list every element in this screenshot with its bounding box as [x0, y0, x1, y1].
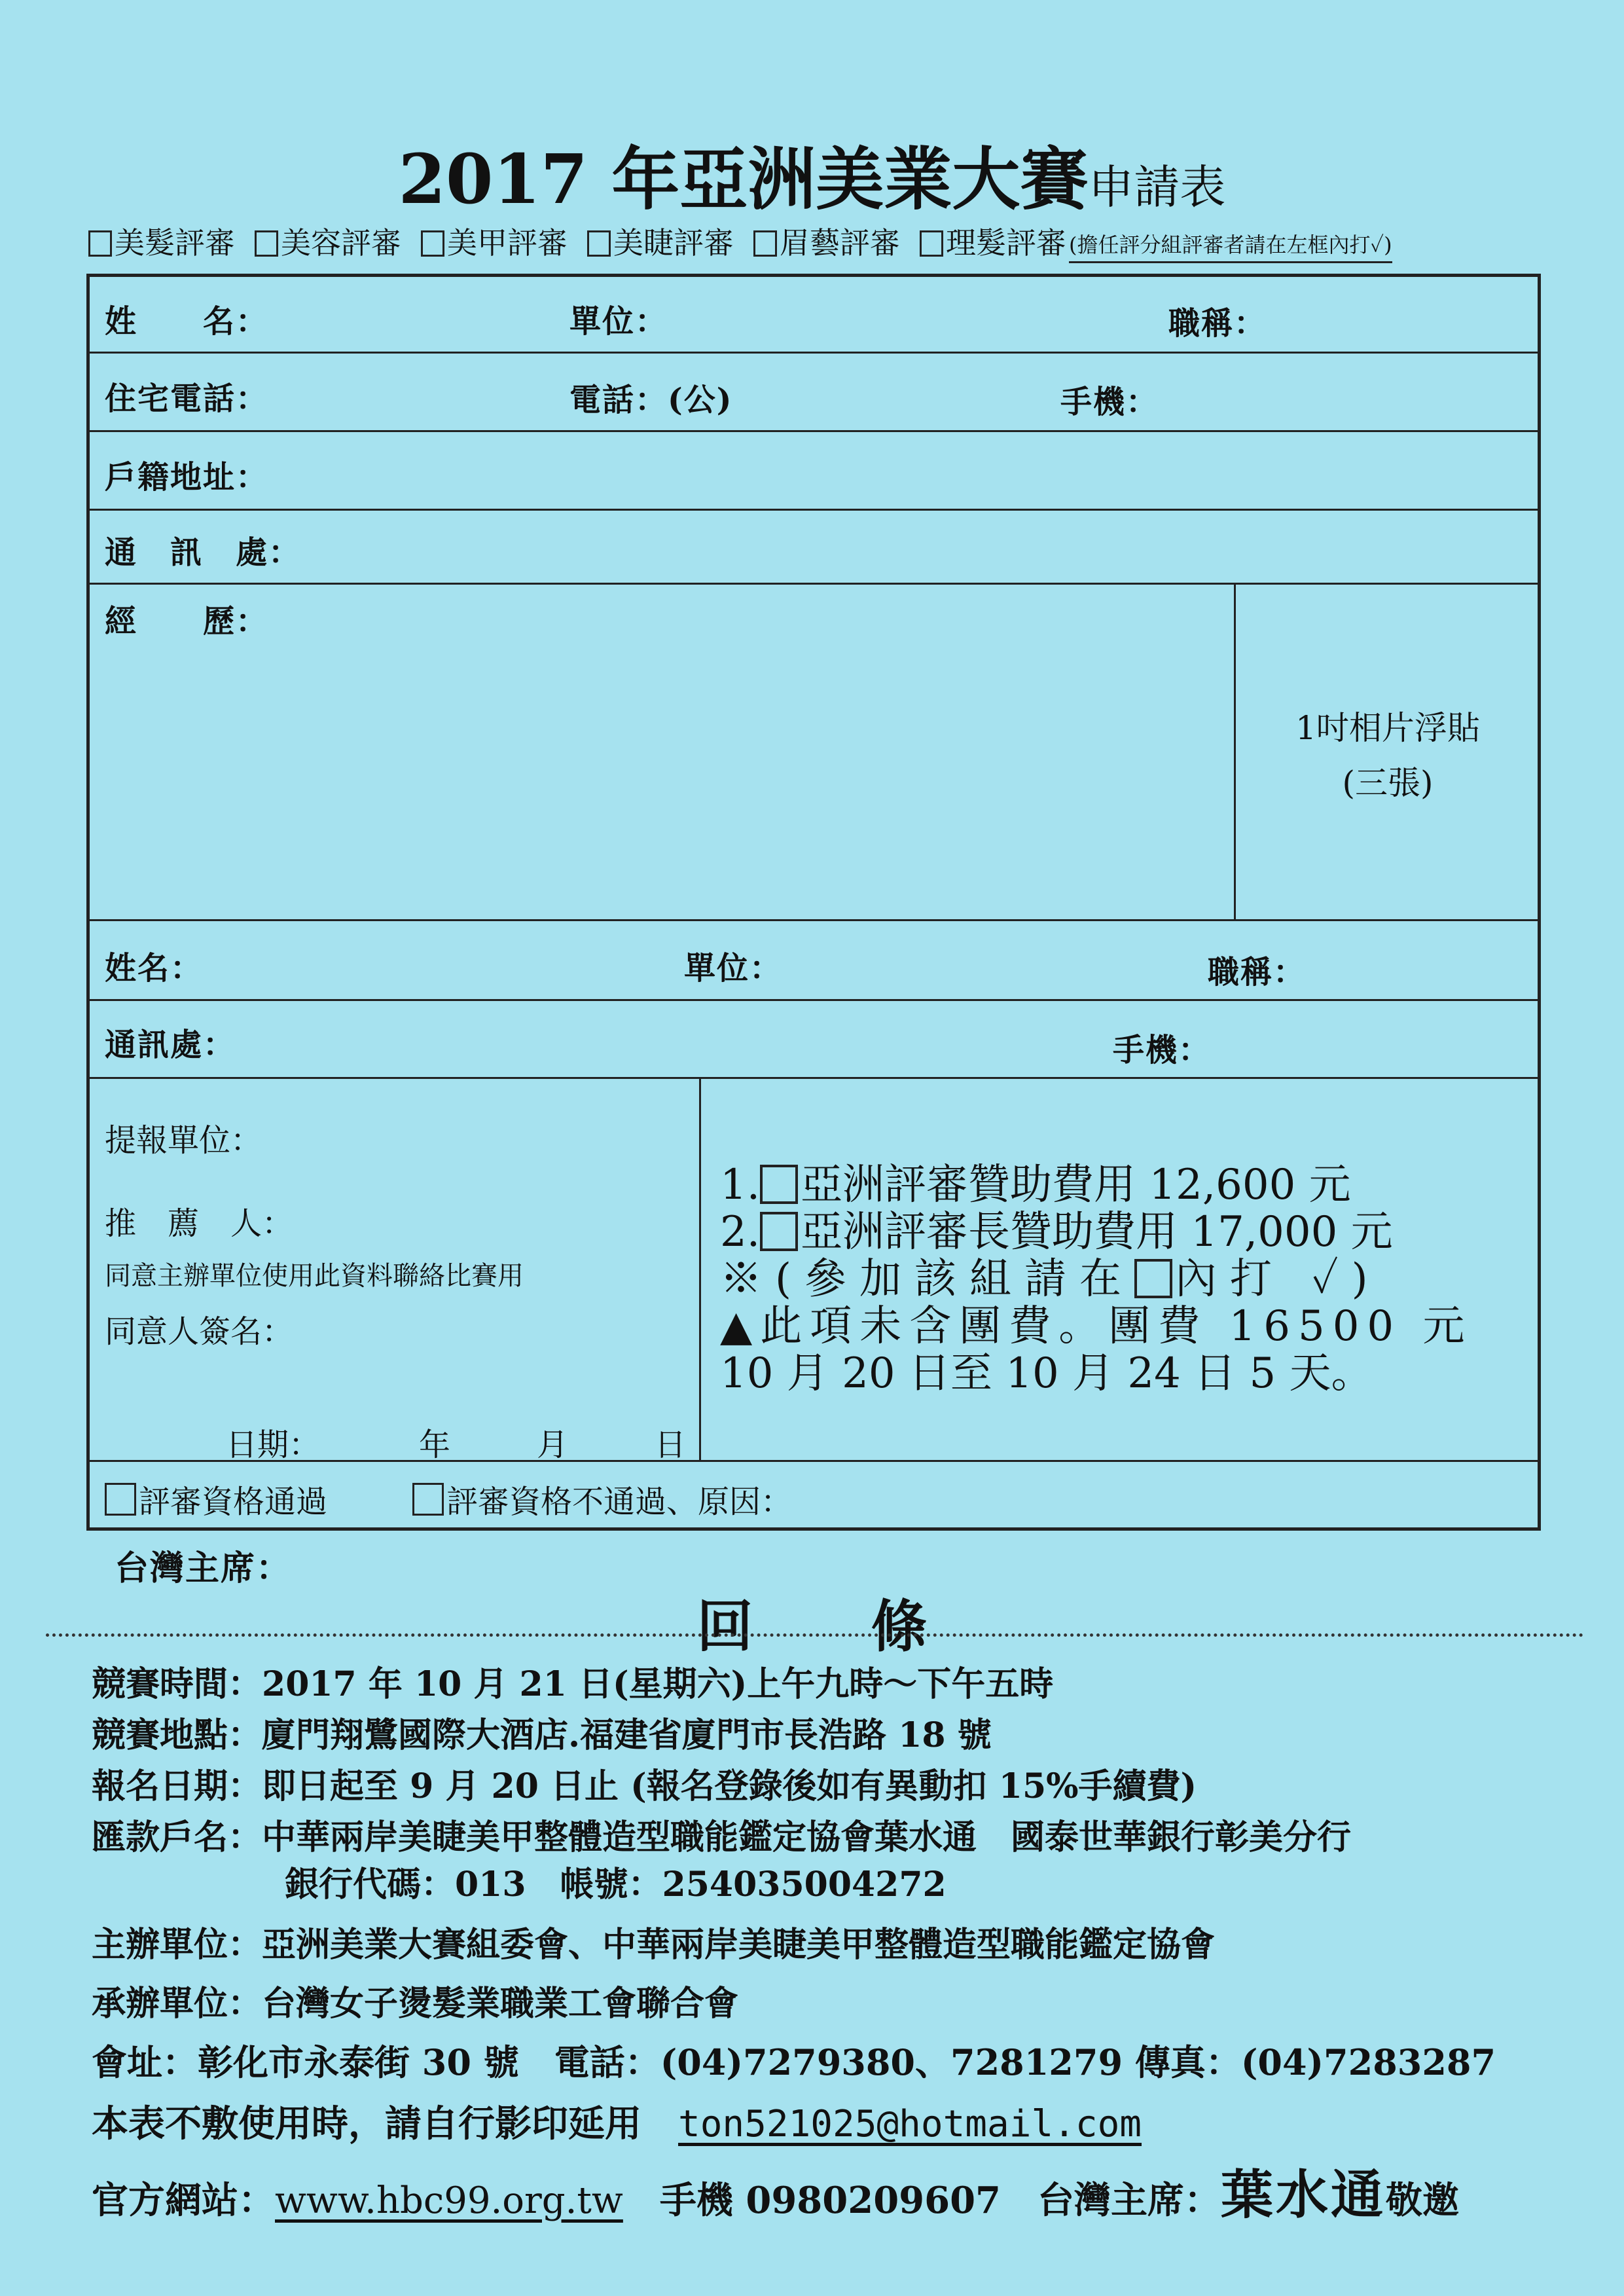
role-lash-judge[interactable]: 美睫評審 — [587, 219, 734, 263]
checkbox[interactable] — [412, 1483, 444, 1516]
mailing-address-label: 通 訊 處： — [105, 534, 302, 571]
info-host: 承辦單位：台灣女子燙髮業職業工會聯合會 — [92, 1984, 739, 2024]
name-field[interactable] — [288, 295, 550, 334]
row-divider — [86, 583, 1541, 585]
mobile-label: 手機： — [1060, 384, 1159, 420]
date-month: 月 — [537, 1427, 569, 1463]
unit-label: 單位： — [569, 303, 668, 340]
fee-note: ※(參加該組請在 內打 ✓) — [720, 1255, 1381, 1303]
fee-divider — [699, 1077, 701, 1460]
home-phone-field[interactable] — [288, 370, 550, 409]
role-checkboxes — [88, 219, 1392, 263]
mailing-address-field[interactable] — [288, 524, 1525, 563]
pass-option[interactable]: 評審資格通過 — [105, 1476, 327, 1522]
mobile2-label: 手機： — [1113, 1032, 1212, 1068]
role-beauty-judge[interactable]: 美容評審 — [255, 219, 401, 263]
job-title-field[interactable] — [1276, 295, 1525, 334]
date-year: 年 — [419, 1427, 451, 1463]
info-organizer: 主辦單位：亞洲美業大賽組委會、中華兩岸美睫美甲整體造型職能鑑定協會 — [92, 1925, 1216, 1965]
mailing2-label: 通訊處： — [105, 1027, 236, 1063]
fee-option-2[interactable]: 2. 亞洲評審長贊助費用 17,000 元 — [720, 1208, 1393, 1256]
role-nail-judge[interactable]: 美甲評審 — [421, 219, 568, 263]
role-hair-judge[interactable]: 美髮評審 — [88, 219, 235, 263]
nominating-unit-label: 提報單位： — [105, 1122, 262, 1159]
photo-box — [1237, 701, 1538, 811]
job-title2-label: 職稱： — [1208, 954, 1307, 991]
info-registration: 報名日期：即日起至 9 月 20 日止 (報名登錄後如有異動扣 15%手續費) — [92, 1766, 1197, 1806]
fee-dates: 10 月 20 日至 10 月 24 日 5 天。 — [720, 1349, 1373, 1398]
unit-field[interactable] — [674, 295, 1132, 334]
job-title-label: 職稱： — [1168, 305, 1267, 342]
info-copy: 本表不敷使用時，請自行影印延用 ton521025@hotmail.com — [92, 2102, 1142, 2145]
role-barber-judge[interactable]: 理髮評審 — [920, 219, 1066, 263]
role-brow-judge[interactable]: 眉藝評審 — [753, 219, 900, 263]
chair-name: 葉水通 — [1221, 2164, 1386, 2225]
fail-option[interactable]: 評審資格不通過、原因： — [412, 1476, 792, 1522]
date-label: 日期： — [226, 1427, 321, 1463]
recommender-label: 推 薦 人： — [105, 1205, 294, 1242]
date-day: 日 — [655, 1427, 687, 1463]
experience-field[interactable] — [105, 642, 1218, 903]
mobile-field[interactable] — [1165, 370, 1525, 409]
experience-label: 經 歷： — [105, 603, 269, 640]
checkbox[interactable] — [421, 230, 444, 257]
row-divider — [86, 999, 1541, 1001]
title-sub: 申請表 — [1088, 160, 1226, 214]
info-account: 匯款戶名：中華兩岸美睫美甲整體造型職能鑑定協會葉水通 國泰世華銀行彰美分行 — [92, 1817, 1352, 1857]
photo-divider — [1234, 583, 1236, 919]
info-footer: 官方網站：www.hbc99.org.tw 手機 0980209607 台灣主席：葉水通敬邀 — [92, 2164, 1460, 2225]
info-address: 會址：彰化市永泰街 30 號 電話：(04)7279380、7281279 傳真：(04)7283287 — [92, 2041, 1496, 2083]
fee-tour-note: ▲此項未含團費。團費 16500 元 — [720, 1302, 1473, 1351]
consent-sign-label: 同意人簽名： — [105, 1313, 294, 1350]
name2-label: 姓名： — [105, 950, 204, 987]
roles-note: (擔任評分組評審者請在左框內打✓) — [1069, 228, 1392, 263]
checkbox[interactable] — [88, 230, 112, 257]
fee-option-1[interactable]: 1. 亞洲評審贊助費用 12,600 元 — [720, 1161, 1351, 1209]
row-divider — [86, 919, 1541, 921]
chair-sign-label: 台灣主席： — [115, 1548, 292, 1588]
info-time: 競賽時間：2017 年 10 月 21 日(星期六)上午九時～下午五時 — [92, 1664, 1054, 1704]
checkbox[interactable] — [105, 1483, 136, 1516]
checkbox[interactable] — [255, 230, 278, 257]
name-label: 姓 名： — [105, 303, 269, 340]
row-divider — [86, 352, 1541, 354]
website-link[interactable]: www.hbc99.org.tw — [275, 2179, 623, 2222]
row-divider — [86, 509, 1541, 511]
email-link[interactable]: ton521025@hotmail.com — [678, 2103, 1142, 2145]
office-phone-label: 電話：(公) — [569, 382, 733, 418]
info-place: 競賽地點：廈門翔鷺國際大酒店.福建省廈門市長浩路 18 號 — [92, 1715, 992, 1755]
cut-line — [46, 1633, 1584, 1637]
home-phone-label: 住宅電話： — [105, 380, 269, 417]
consent-text: 同意主辦單位使用此資料聯絡比賽用 — [105, 1261, 524, 1291]
household-address-label: 戶籍地址： — [105, 459, 269, 496]
household-address-field[interactable] — [288, 448, 1525, 488]
title-main: 2017 年亞洲美業大賽 — [398, 139, 1089, 219]
info-bank-code: 銀行代碼：013 帳號：254035004272 — [285, 1865, 947, 1904]
row-divider — [86, 1077, 1541, 1079]
unit2-label: 單位： — [684, 950, 783, 987]
office-phone-field[interactable] — [759, 370, 1034, 409]
page-title — [0, 124, 1624, 223]
checkbox[interactable] — [920, 230, 943, 257]
row-divider — [86, 430, 1541, 432]
reply-title: 回條 — [696, 1594, 1045, 1660]
photo-count: (三張) — [1342, 764, 1434, 802]
photo-label: 1吋相片浮貼 — [1295, 709, 1480, 747]
checkbox[interactable] — [587, 230, 611, 257]
checkbox[interactable] — [753, 230, 777, 257]
